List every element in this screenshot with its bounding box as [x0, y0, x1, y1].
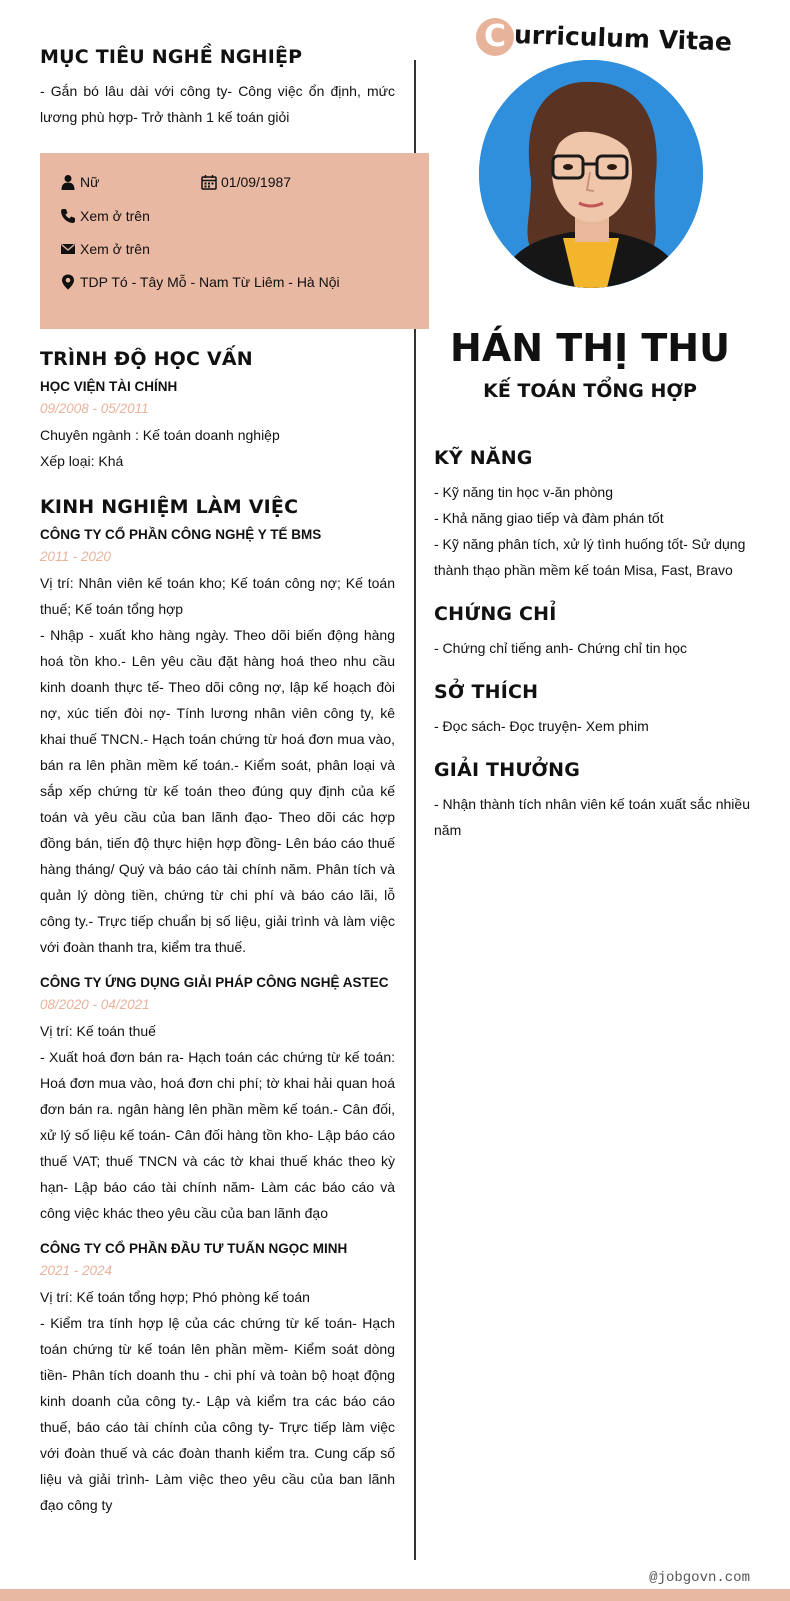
- person-icon: [60, 174, 76, 190]
- cv-logo: [476, 16, 733, 60]
- experience-title: KINH NGHIỆM LÀM VIỆC: [40, 496, 299, 518]
- skill-item: - Kỹ năng tin học v-ăn phòng: [434, 484, 614, 500]
- job-description: - Nhập - xuất kho hàng ngày. Theo dõi biến động hàng hoá tồn kho.- Lên yêu cầu đặt hàng hoá theo nhu cầu kinh doanh thực tế- Theo dõi công nợ, lập kế hoạch đòi nợ, xúc tiến đòi nợ- Tính lương nhân viên công ty, kê khai thuế TNCN.- Hạch toán chứng từ hoá đơn mua vào, bán ra lên phần mềm kế toán.- Kiểm soát, phân loại và sắp xếp chứng từ kế toán theo đúng quy định của kế toán và yêu cầu của ban lãnh đạo- Theo dõi các hợp đồng bán, tiến độ thực hiện hợp đồng- Lên báo cáo thuế hàng tháng/ Quý và báo cáo tài chính năm. Phân tích và quản lý dòng tiền, chứng từ chi phí và báo cáo lãi, lỗ công ty.- Trực tiếp chuẩn bị số liệu, giải trình và làm việc với đoàn thanh tra, kiểm tra thuế.: [40, 627, 395, 955]
- cv-logo-badge: C: [476, 18, 514, 56]
- job-company: CÔNG TY CỔ PHẦN CÔNG NGHỆ Y TẾ BMS: [40, 527, 322, 542]
- awards-text: - Nhận thành tích nhân viên kế toán xuất sắc nhiều năm: [434, 796, 750, 838]
- certificates-section: [434, 603, 764, 661]
- objective-section: [40, 46, 395, 130]
- job-entry: [40, 1238, 395, 1518]
- education-date: 09/2008 - 05/2011: [40, 401, 149, 416]
- footer-bar: [0, 1589, 790, 1601]
- skills-section: [434, 447, 764, 583]
- job-company: CÔNG TY CỔ PHẦN ĐẦU TƯ TUẤN NGỌC MINH: [40, 1241, 348, 1256]
- skill-item: - Kỹ năng phân tích, xử lý tình huống tốt- Sử dụng thành thạo phần mềm kế toán Misa, Fast, Bravo: [434, 536, 746, 578]
- birthday-item: [201, 174, 291, 190]
- calendar-icon: [201, 174, 217, 190]
- job-description: - Kiểm tra tính hợp lệ của các chứng từ kế toán- Hạch toán chứng từ kế toán lên phần mềm- Kiểm soát dòng tiền- Phân tích doanh thu - chi phí và toàn bộ hoạt động kinh doanh của công ty.- Lập và kiểm tra các báo cáo thuế, báo cáo tài chính của công ty- Trực tiếp làm việc với đoàn thuế và các đoàn thanh kiểm tra. Cung cấp số liệu và giải trình- Làm việc theo yêu cầu của ban lãnh đạo công ty: [40, 1315, 395, 1513]
- address-item: [60, 274, 340, 290]
- candidate-name: HÁN THỊ THU: [450, 326, 730, 370]
- skills-title: KỸ NĂNG: [434, 447, 533, 469]
- education-section: [40, 348, 395, 474]
- objective-text: - Gắn bó lâu dài với công ty- Công việc ổn định, mức lương phù hợp- Trở thành 1 kế toán giỏi: [40, 83, 395, 125]
- job-date: 2021 - 2024: [40, 1263, 113, 1278]
- hobbies-title: SỞ THÍCH: [434, 681, 539, 703]
- job-position: Vị trí: Nhân viên kế toán kho; Kế toán công nợ; Kế toán thuế; Kế toán tổng hợp: [40, 575, 395, 617]
- job-title: KẾ TOÁN TỔNG HỢP: [483, 380, 697, 402]
- gender-value: Nữ: [80, 174, 100, 190]
- hobbies-text: - Đọc sách- Đọc truyện- Xem phim: [434, 718, 649, 734]
- job-date: 2011 - 2020: [40, 549, 112, 564]
- education-title: TRÌNH ĐỘ HỌC VẤN: [40, 348, 253, 370]
- job-position: Vị trí: Kế toán tổng hợp; Phó phòng kế toán: [40, 1289, 310, 1305]
- phone-value: Xem ở trên: [80, 208, 150, 224]
- cv-logo-text: urriculum Vitae: [513, 20, 733, 57]
- job-entry: [40, 524, 395, 960]
- education-school: HỌC VIỆN TÀI CHÍNH: [40, 379, 178, 394]
- birthday-value: 01/09/1987: [221, 174, 292, 190]
- certificates-text: - Chứng chỉ tiếng anh- Chứng chỉ tin học: [434, 640, 687, 656]
- avatar: [479, 60, 703, 288]
- location-pin-icon: [60, 274, 76, 290]
- education-grade: Xếp loại: Khá: [40, 453, 124, 469]
- envelope-icon: [60, 241, 76, 257]
- certificates-title: CHỨNG CHỈ: [434, 603, 557, 625]
- phone-icon: [60, 208, 76, 224]
- email-value: Xem ở trên: [80, 241, 150, 257]
- objective-title: MỤC TIÊU NGHỀ NGHIỆP: [40, 46, 303, 68]
- job-entry: [40, 972, 395, 1226]
- job-description: - Xuất hoá đơn bán ra- Hạch toán các chứng từ kế toán: Hoá đơn mua vào, hoá đơn chi phí; tờ khai hải quan hoá đơn bán ra. ngân hàng lên phần mềm kế toán.- Cân đối, xử lý số liệu kế toán- Cân đối hàng tồn kho- Lập báo cáo thuế VAT; thuế TNCN và các tờ khai thuế khác theo kỳ hạn- Lập báo cáo tài chính năm- Làm các báo cáo và công việc khác theo yêu cầu của ban lãnh đạo: [40, 1049, 395, 1221]
- skill-item: - Khả năng giao tiếp và đàm phán tốt: [434, 510, 664, 526]
- gender-item: [60, 174, 99, 190]
- address-value: TDP Tó - Tây Mỗ - Nam Từ Liêm - Hà Nội: [80, 274, 340, 290]
- job-company: CÔNG TY ỨNG DỤNG GIẢI PHÁP CÔNG NGHỆ ASTEC: [40, 975, 389, 990]
- portrait-photo: [479, 60, 703, 288]
- job-date: 08/2020 - 04/2021: [40, 997, 150, 1012]
- contact-box: [40, 153, 429, 329]
- email-item: [60, 241, 150, 257]
- awards-section: [434, 759, 764, 843]
- awards-title: GIẢI THƯỞNG: [434, 759, 581, 781]
- education-major: Chuyên ngành : Kế toán doanh nghiệp: [40, 427, 280, 443]
- footer-handle: @jobgovn.com: [649, 1570, 750, 1586]
- experience-section: [40, 496, 395, 1518]
- phone-item: [60, 208, 150, 224]
- job-position: Vị trí: Kế toán thuế: [40, 1023, 156, 1039]
- hobbies-section: [434, 681, 764, 739]
